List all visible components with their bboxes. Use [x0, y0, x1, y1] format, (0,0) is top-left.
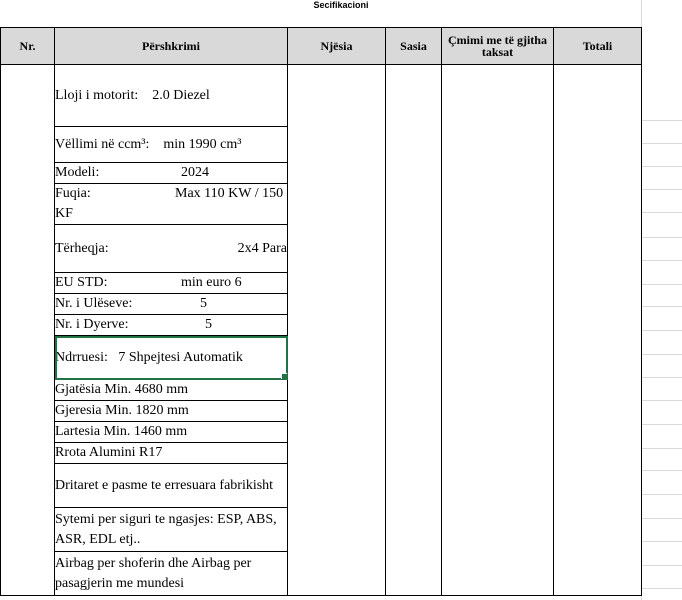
spec-label: EU STD: — [55, 275, 108, 290]
gridline — [641, 354, 682, 355]
description-cell[interactable] — [55, 315, 288, 336]
gridline — [641, 166, 682, 167]
description-cell[interactable]: Airbag per shoferin dhe Airbag per pasagjerin me mundesi — [55, 552, 288, 596]
gridline — [641, 588, 682, 589]
gridline — [641, 448, 682, 449]
description-cell[interactable]: Dritaret e pasme te erresuara fabrikisht — [55, 464, 288, 508]
spec-label: Fuqia: — [55, 186, 91, 201]
description-cell[interactable] — [55, 127, 288, 163]
gridline — [641, 284, 682, 285]
header-unit[interactable]: Njësia — [288, 28, 386, 65]
gridline — [641, 377, 682, 378]
gridline — [641, 306, 682, 307]
gridline — [641, 494, 682, 495]
description-cell[interactable]: Rrota Alumini R17 — [55, 443, 288, 464]
price-cell[interactable] — [442, 65, 554, 596]
gridline — [641, 470, 682, 471]
description-cell[interactable]: Sytemi per siguri te ngasjes: ESP, ABS, ASR, EDL etj.. — [55, 508, 288, 552]
description-cell[interactable] — [55, 163, 288, 184]
spec-value: 2x4 Para — [237, 240, 287, 256]
gridline — [641, 518, 682, 519]
specification-table — [0, 27, 642, 596]
fill-handle[interactable] — [281, 373, 288, 380]
gridline — [641, 260, 682, 261]
header-nr[interactable]: Nr. — [1, 28, 55, 65]
spec-label: Ndrruesi: — [55, 349, 108, 365]
gridline — [641, 541, 682, 542]
gridline — [641, 330, 682, 331]
total-cell[interactable] — [554, 65, 642, 596]
gridline — [641, 565, 682, 566]
spec-value: 2.0 Diezel — [152, 87, 210, 103]
spec-label: Tërheqja: — [55, 240, 109, 256]
spec-label: Modeli: — [55, 165, 100, 180]
gridline — [641, 400, 682, 401]
spec-label: Nr. i Dyerve: — [55, 317, 129, 332]
spec-label: Nr. i Ulëseve: — [55, 296, 133, 311]
spec-label: Vëllimi në ccm³: — [55, 136, 150, 152]
gridline — [641, 424, 682, 425]
description-cell[interactable]: Gjeresia Min. 1820 mm — [55, 401, 288, 422]
header-row — [1, 28, 642, 65]
description-cell[interactable] — [55, 65, 288, 127]
spec-value: Max 110 KW / 150 KF — [55, 186, 284, 221]
header-total[interactable]: Totali — [554, 28, 642, 65]
description-cell[interactable] — [55, 225, 288, 273]
description-cell[interactable] — [55, 184, 288, 225]
nr-cell[interactable] — [1, 65, 55, 596]
description-cell[interactable]: Lartesia Min. 1460 mm — [55, 422, 288, 443]
header-description[interactable]: Përshkrimi — [55, 28, 288, 65]
spec-label: Lloji i motorit: — [55, 87, 139, 103]
sheet-title: Secifikacioni — [313, 0, 369, 10]
gridline — [641, 189, 682, 190]
unit-cell[interactable] — [288, 65, 386, 596]
gridline — [641, 212, 682, 213]
spec-value: 2024 — [181, 165, 209, 180]
description-cell[interactable] — [55, 273, 288, 294]
spec-value: 7 Shpejtesi Automatik — [118, 349, 243, 365]
spec-value: min euro 6 — [181, 275, 242, 290]
spec-value: 5 — [200, 296, 207, 311]
header-price[interactable]: Çmimi me të gjitha taksat — [442, 28, 554, 65]
spec-value: 5 — [205, 317, 212, 332]
description-cell-selected[interactable] — [55, 336, 288, 380]
header-quantity[interactable]: Sasia — [386, 28, 442, 65]
gridline — [641, 143, 682, 144]
spec-value: min 1990 cm³ — [163, 136, 242, 152]
description-cell[interactable] — [55, 294, 288, 315]
gridline — [641, 120, 682, 121]
quantity-cell[interactable] — [386, 65, 442, 596]
description-cell[interactable]: Gjatësia Min. 4680 mm — [55, 380, 288, 401]
gridline — [641, 237, 682, 238]
table-row — [1, 65, 642, 127]
